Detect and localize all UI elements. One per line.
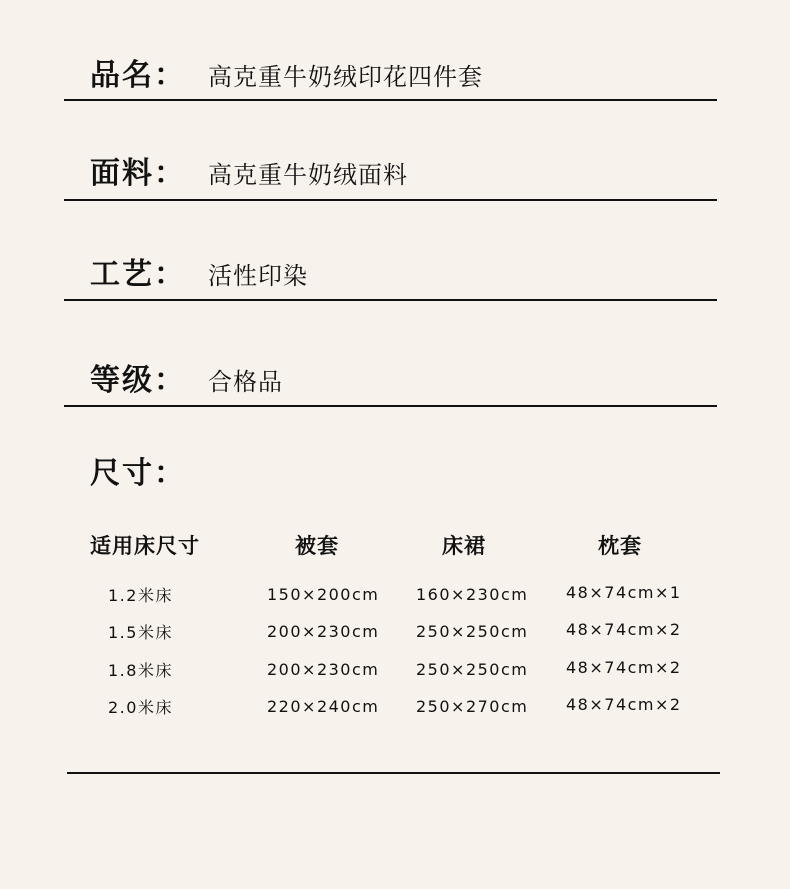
spec-value: 活性印染 bbox=[208, 262, 308, 290]
table-header-pillowcase: 枕套 bbox=[598, 534, 642, 558]
spec-label: 品名： bbox=[90, 58, 186, 93]
spec-row-process bbox=[90, 249, 308, 293]
table-cell: 1.8米床 bbox=[108, 661, 173, 680]
spec-label: 等级： bbox=[90, 363, 186, 398]
divider bbox=[64, 199, 717, 201]
table-cell: 1.2米床 bbox=[108, 586, 173, 605]
table-cell: 250×270cm bbox=[416, 697, 529, 716]
table-header-bed-skirt: 床裙 bbox=[442, 534, 486, 558]
table-cell: 1.5米床 bbox=[108, 623, 173, 642]
spec-value: 高克重牛奶绒面料 bbox=[208, 161, 408, 189]
table-cell: 160×230cm bbox=[416, 585, 529, 604]
table-cell: 220×240cm bbox=[267, 697, 380, 716]
spec-value: 合格品 bbox=[208, 368, 283, 396]
divider bbox=[67, 772, 720, 774]
table-cell: 48×74cm×2 bbox=[566, 658, 682, 677]
divider bbox=[64, 99, 717, 101]
table-header-bed-size: 适用床尺寸 bbox=[90, 534, 200, 558]
divider bbox=[64, 405, 717, 407]
size-label: 尺寸： bbox=[90, 456, 186, 491]
spec-row-grade bbox=[90, 355, 283, 399]
table-cell: 150×200cm bbox=[267, 585, 380, 604]
table-cell: 2.0米床 bbox=[108, 698, 173, 717]
table-cell: 48×74cm×2 bbox=[566, 695, 682, 714]
table-cell: 250×250cm bbox=[416, 622, 529, 641]
size-heading bbox=[90, 448, 186, 492]
divider bbox=[64, 299, 717, 301]
spec-label: 面料： bbox=[90, 156, 186, 191]
table-cell: 250×250cm bbox=[416, 660, 529, 679]
spec-row-product-name bbox=[90, 50, 483, 94]
spec-row-fabric bbox=[90, 148, 408, 192]
table-cell: 200×230cm bbox=[267, 622, 380, 641]
table-cell: 48×74cm×2 bbox=[566, 620, 682, 639]
table-cell: 48×74cm×1 bbox=[566, 583, 682, 602]
table-header-duvet-cover: 被套 bbox=[295, 534, 339, 558]
spec-value: 高克重牛奶绒印花四件套 bbox=[208, 63, 483, 91]
spec-label: 工艺： bbox=[90, 257, 186, 292]
table-cell: 200×230cm bbox=[267, 660, 380, 679]
